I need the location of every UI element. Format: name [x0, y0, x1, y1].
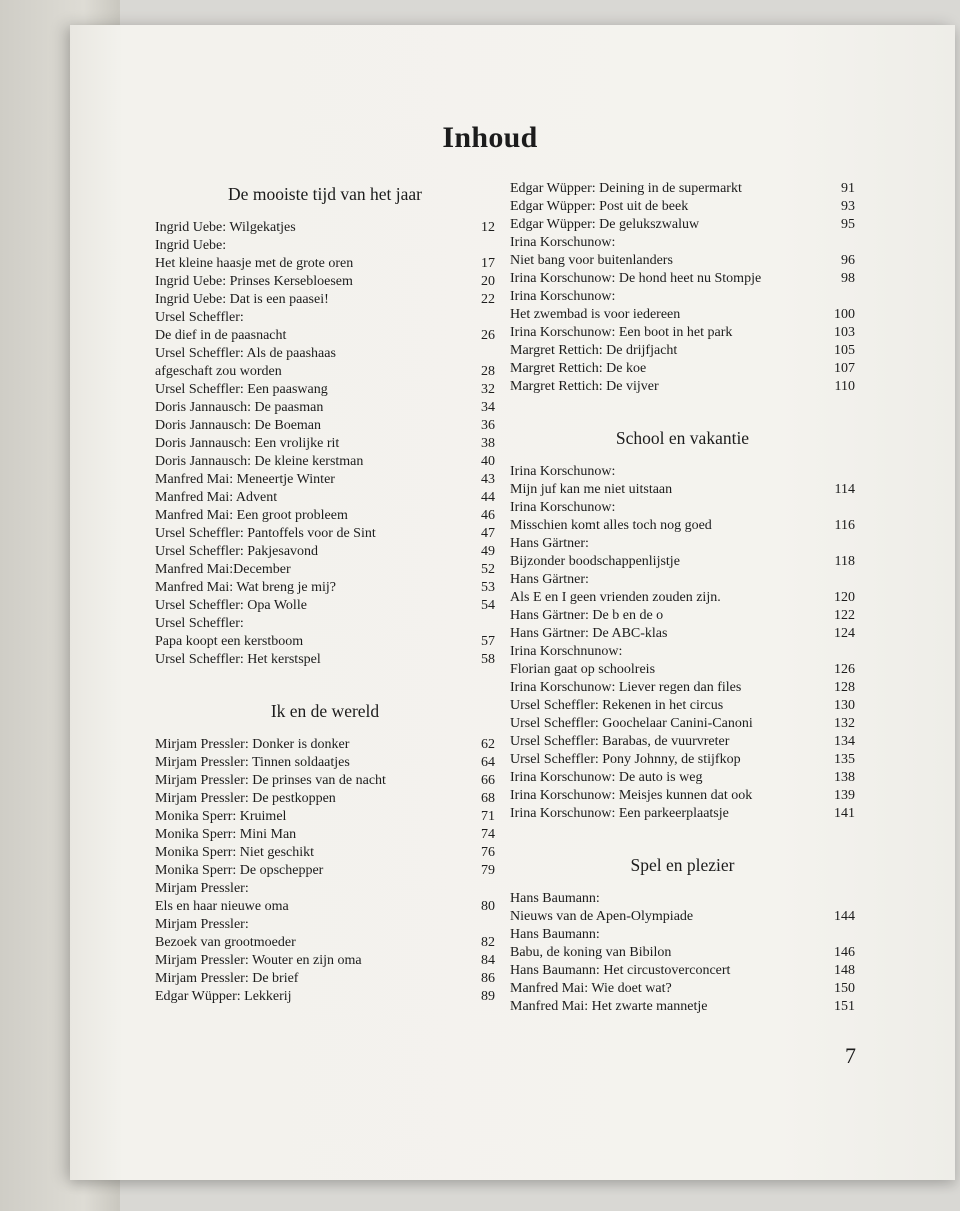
toc-entry-line: Monika Sperr: Mini Man [155, 827, 297, 842]
toc-entry [155, 489, 495, 507]
book-page [70, 25, 955, 1180]
toc-entry [155, 790, 495, 808]
toc-entry-line: Ursel Scheffler: Het kerstspel [155, 652, 321, 667]
toc-entry-title [510, 805, 825, 823]
toc-entry-title [510, 535, 825, 571]
toc-entry-title [510, 751, 825, 769]
toc-entry-line: Doris Jannausch: Een vrolijke rit [155, 436, 340, 451]
toc-entry-title [155, 525, 465, 543]
toc-entry-line: Papa koopt een kerstboom [155, 634, 304, 649]
toc-entry-line: Mirjam Pressler: De brief [155, 971, 299, 986]
toc-entry-page: 144 [834, 909, 855, 924]
toc-entry [510, 360, 855, 378]
toc-entry-title [510, 697, 825, 715]
toc-entry-title [155, 844, 465, 862]
section-spacer [510, 823, 855, 851]
toc-entry [510, 751, 855, 769]
toc-entry-title [155, 399, 465, 417]
toc-entry-line: Mijn juf kan me niet uitstaan [510, 482, 673, 497]
toc-entry-page: 93 [841, 199, 855, 214]
toc-entry-title [510, 324, 825, 342]
toc-entry-page: 100 [834, 307, 855, 322]
toc-entry [510, 378, 855, 396]
toc-entry [155, 736, 495, 754]
toc-entry-page: 28 [481, 364, 495, 379]
toc-entry [155, 916, 495, 952]
toc-entry-line: Bijzonder boodschappenlijstje [510, 554, 680, 569]
toc-entry-line: Irina Korschunow: Liever regen dan files [510, 680, 742, 695]
toc-entry-page: 49 [481, 544, 495, 559]
toc-entry-line: Mirjam Pressler: Tinnen soldaatjes [155, 755, 350, 770]
toc-entry [155, 651, 495, 669]
toc-entry-page: 17 [481, 256, 495, 271]
toc-entry-page: 71 [481, 809, 495, 824]
toc-entry-line: Babu, de koning van Bibilon [510, 945, 672, 960]
toc-entry-title [155, 291, 465, 309]
toc-entry-line: Hans Gärtner: De ABC-klas [510, 626, 668, 641]
toc-entry-page: 138 [834, 770, 855, 785]
page-number: 7 [845, 1043, 856, 1068]
toc-entry-line: Hans Baumann: Het circustoverconcert [510, 963, 731, 978]
toc-entry [510, 288, 855, 324]
toc-entry-page: 20 [481, 274, 495, 289]
toc-entry-page: 118 [834, 554, 855, 569]
toc-entry-line: Irina Korschunow: [510, 235, 616, 250]
toc-entry-line: Irina Korschunow: Meisjes kunnen dat ook [510, 788, 753, 803]
toc-entry-line: Monika Sperr: Kruimel [155, 809, 287, 824]
toc-entry-title [510, 288, 825, 324]
toc-entry-title [155, 219, 465, 237]
toc-entry-page: 34 [481, 400, 495, 415]
toc-entry-page: 134 [834, 734, 855, 749]
toc-entry [155, 543, 495, 561]
toc-entry [155, 615, 495, 651]
toc-entry-line: Edgar Wüpper: Lekkerij [155, 989, 292, 1004]
toc-entry-line: Hans Baumann: [510, 891, 600, 906]
toc-entry-line: Ursel Scheffler: Een paaswang [155, 382, 328, 397]
toc-entry-title [510, 769, 825, 787]
toc-entry-page: 74 [481, 827, 495, 842]
toc-entry-line: Ursel Scheffler: Pakjesavond [155, 544, 319, 559]
toc-entry [510, 733, 855, 751]
toc-entry-page: 47 [481, 526, 495, 541]
toc-entry-line: Ursel Scheffler: Rekenen in het circus [510, 698, 724, 713]
toc-entry [510, 890, 855, 926]
toc-entry-line: Mirjam Pressler: [155, 881, 249, 896]
toc-entry [155, 772, 495, 790]
toc-entry [155, 471, 495, 489]
toc-entry [155, 435, 495, 453]
toc-entry [155, 826, 495, 844]
toc-entry-title [510, 787, 825, 805]
toc-entry [155, 417, 495, 435]
toc-entry-title [510, 998, 825, 1016]
toc-entry-title [155, 970, 465, 988]
toc-entry-page: 76 [481, 845, 495, 860]
toc-entry-line: Monika Sperr: De opschepper [155, 863, 324, 878]
toc-entry-title [510, 625, 825, 643]
toc-entry-page: 79 [481, 863, 495, 878]
toc-entry [155, 754, 495, 772]
toc-entry-page: 124 [834, 626, 855, 641]
toc-entry [510, 715, 855, 733]
toc-entry-page: 105 [834, 343, 855, 358]
toc-entry-page: 139 [834, 788, 855, 803]
toc-entry-line: Edgar Wüpper: Post uit de beek [510, 199, 689, 214]
toc-entry-line: Als E en I geen vrienden zouden zijn. [510, 590, 721, 605]
toc-entry-title [155, 543, 465, 561]
toc-entry-page: 130 [834, 698, 855, 713]
toc-entry-title [510, 234, 825, 270]
toc-entry-page: 26 [481, 328, 495, 343]
toc-entry [155, 345, 495, 381]
section-heading: School en vakantie [615, 428, 750, 448]
toc-entry-title [155, 381, 465, 399]
toc-entry-title [510, 378, 825, 396]
toc-entry-line: Ingrid Uebe: [155, 238, 227, 253]
toc-entry [510, 463, 855, 499]
toc-entry-title [155, 597, 465, 615]
toc-entry-page: 114 [834, 482, 855, 497]
toc-entry-title [155, 507, 465, 525]
toc-entry [510, 571, 855, 607]
toc-entry-line: Florian gaat op schoolreis [510, 662, 656, 677]
toc-entry-line: Ursel Scheffler: Goochelaar Canini-Canoni [510, 716, 753, 731]
toc-entry-page: 98 [841, 271, 855, 286]
toc-entry-title [510, 715, 825, 733]
toc-entry-page: 40 [481, 454, 495, 469]
toc-entry-title [155, 916, 465, 952]
toc-entry-line: Els en haar nieuwe oma [155, 899, 289, 914]
toc-entry-page: 150 [834, 981, 855, 996]
toc-entry-title [510, 198, 825, 216]
toc-entry-line: Manfred Mai: Wie doet wat? [510, 981, 672, 996]
toc-entry-line: Margret Rettich: De drijfjacht [510, 343, 678, 358]
toc-entry-line: Mirjam Pressler: De prinses van de nacht [155, 773, 386, 788]
toc-entry-title [155, 309, 465, 345]
toc-entry-page: 132 [834, 716, 855, 731]
toc-entry-page: 120 [834, 590, 855, 605]
toc-entry-page: 86 [481, 971, 495, 986]
toc-entry-line: Mirjam Pressler: [155, 917, 249, 932]
toc-entry-title [155, 561, 465, 579]
toc-entry-title [510, 679, 825, 697]
toc-entry [155, 844, 495, 862]
section-spacer [510, 396, 855, 424]
toc-entry [155, 273, 495, 291]
toc-entry-title [155, 273, 465, 291]
toc-entry-page: 64 [481, 755, 495, 770]
toc-entry [155, 597, 495, 615]
toc-entry-page: 91 [841, 181, 855, 196]
toc-entry-line: Margret Rettich: De koe [510, 361, 647, 376]
toc-entry [510, 270, 855, 288]
toc-entry-line: Manfred Mai:December [155, 562, 291, 577]
toc-entry-title [155, 345, 465, 381]
toc-entry-page: 82 [481, 935, 495, 950]
toc-entry-title [510, 342, 825, 360]
toc-entry-page: 146 [834, 945, 855, 960]
toc-entry [155, 970, 495, 988]
toc-entry-page: 58 [481, 652, 495, 667]
toc-entry [510, 180, 855, 198]
toc-entry [155, 399, 495, 417]
toc-entry-line: Irina Korschnunow: [510, 644, 623, 659]
toc-entry-line: Mirjam Pressler: Wouter en zijn oma [155, 953, 362, 968]
toc-entry [155, 237, 495, 273]
page-title: Inhoud [442, 121, 538, 154]
toc-entry-line: Bezoek van grootmoeder [155, 935, 296, 950]
toc-entry-page: 57 [481, 634, 495, 649]
toc-entry-page: 84 [481, 953, 495, 968]
toc-entry-line: Hans Gärtner: De b en de o [510, 608, 664, 623]
toc-entry-line: Ursel Scheffler: [155, 616, 244, 631]
toc-entry-page: 103 [834, 325, 855, 340]
toc-entry-page: 96 [841, 253, 855, 268]
toc-entry-line: Ursel Scheffler: Pony Johnny, de stijfkop [510, 752, 741, 767]
toc-entry-title [155, 471, 465, 489]
toc-entry-page: 54 [481, 598, 495, 613]
toc-entry-page: 38 [481, 436, 495, 451]
toc-entry-title [510, 463, 825, 499]
toc-entry-line: Ursel Scheffler: Pantoffels voor de Sint [155, 526, 376, 541]
toc-entry-title [155, 736, 465, 754]
toc-entry [155, 291, 495, 309]
toc-entry [155, 880, 495, 916]
toc-entry-line: Edgar Wüpper: Deining in de supermarkt [510, 181, 742, 196]
toc-entry [155, 219, 495, 237]
toc-entry-title [155, 579, 465, 597]
toc-entry-line: Irina Korschunow: [510, 464, 616, 479]
toc-entry-title [155, 435, 465, 453]
toc-entry-line: Monika Sperr: Niet geschikt [155, 845, 315, 860]
toc-entry [155, 507, 495, 525]
toc-entry-line: afgeschaft zou worden [155, 364, 282, 379]
toc-entry-line: Ursel Scheffler: [155, 310, 244, 325]
toc-entry-line: Mirjam Pressler: Donker is donker [155, 737, 350, 752]
toc-entry-line: Ingrid Uebe: Dat is een paasei! [155, 292, 329, 307]
toc-left-column [155, 180, 495, 1006]
toc-entry-page: 107 [834, 361, 855, 376]
toc-entry-page: 80 [481, 899, 495, 914]
toc-entry-title [510, 733, 825, 751]
toc-entry-line: Manfred Mai: Wat breng je mij? [155, 580, 336, 595]
toc-entry-line: Manfred Mai: Meneertje Winter [155, 472, 335, 487]
toc-entry-line: Het zwembad is voor iedereen [510, 307, 681, 322]
toc-entry [155, 988, 495, 1006]
toc-entry-title [510, 890, 825, 926]
toc-entry-page: 116 [834, 518, 855, 533]
toc-entry-page: 95 [841, 217, 855, 232]
section-spacer [155, 669, 495, 697]
toc-entry-title [510, 216, 825, 234]
toc-entry [155, 381, 495, 399]
toc-entry-title [155, 790, 465, 808]
toc-entry-page: 36 [481, 418, 495, 433]
toc-entry-line: Ursel Scheffler: Barabas, de vuurvreter [510, 734, 730, 749]
toc-entry [510, 342, 855, 360]
toc-entry-title [155, 862, 465, 880]
toc-entry-title [155, 417, 465, 435]
toc-entry-line: Manfred Mai: Advent [155, 490, 278, 505]
toc-entry-page: 68 [481, 791, 495, 806]
toc-entry-line: Ursel Scheffler: Opa Wolle [155, 598, 307, 613]
toc-entry [155, 561, 495, 579]
toc-entry [510, 499, 855, 535]
toc-entry-title [510, 926, 825, 962]
toc-entry-page: 46 [481, 508, 495, 523]
toc-entry [510, 769, 855, 787]
toc-entry-title [155, 808, 465, 826]
toc-entry [510, 234, 855, 270]
toc-entry-page: 110 [834, 379, 855, 394]
toc-entry-title [510, 962, 825, 980]
toc-entry-line: Doris Jannausch: De Boeman [155, 418, 322, 433]
toc-entry [510, 324, 855, 342]
toc-entry-title [510, 270, 825, 288]
toc-entry-page: 66 [481, 773, 495, 788]
toc-entry-line: Doris Jannausch: De paasman [155, 400, 324, 415]
toc-entry [510, 198, 855, 216]
toc-entry-page: 53 [481, 580, 495, 595]
toc-entry-page: 32 [481, 382, 495, 397]
toc-entry-page: 62 [481, 737, 495, 752]
toc-entry-title [155, 237, 465, 273]
toc-entry-line: Het kleine haasje met de grote oren [155, 256, 354, 271]
section-heading: De mooiste tijd van het jaar [228, 184, 422, 204]
toc-entry-line: Niet bang voor buitenlanders [510, 253, 673, 268]
toc-entry-page: 44 [481, 490, 495, 505]
toc-entry-title [510, 360, 825, 378]
toc-entry-title [155, 754, 465, 772]
toc-entry [155, 952, 495, 970]
toc-entry-page: 122 [834, 608, 855, 623]
toc-entry [510, 980, 855, 998]
toc-right-column [510, 180, 855, 1016]
toc-entry-page: 12 [481, 220, 495, 235]
toc-entry [510, 216, 855, 234]
toc-entry-title [510, 180, 825, 198]
toc-entry-title [155, 880, 465, 916]
toc-entry-page: 52 [481, 562, 495, 577]
toc-entry-page: 89 [481, 989, 495, 1004]
toc-entry-page: 126 [834, 662, 855, 677]
toc-entry-line: Irina Korschunow: De hond heet nu Stompje [510, 271, 762, 286]
toc-entry-title [155, 988, 465, 1006]
toc-entry-line: Doris Jannausch: De kleine kerstman [155, 454, 364, 469]
toc-entry-title [510, 607, 825, 625]
toc-entry [510, 962, 855, 980]
toc-entry-title [510, 643, 825, 679]
toc-entry-line: Margret Rettich: De vijver [510, 379, 659, 394]
toc-entry-page: 148 [834, 963, 855, 978]
toc-entry [510, 625, 855, 643]
toc-entry-line: Manfred Mai: Het zwarte mannetje [510, 999, 708, 1014]
toc-entry-title [155, 952, 465, 970]
toc-entry [155, 453, 495, 471]
toc-entry-title [155, 651, 465, 669]
toc-entry-page: 135 [834, 752, 855, 767]
toc-entry-line: Nieuws van de Apen-Olympiade [510, 909, 694, 924]
toc-entry [510, 998, 855, 1016]
toc-entry [510, 697, 855, 715]
toc-entry-line: Irina Korschunow: Een boot in het park [510, 325, 733, 340]
toc-entry-title [155, 615, 465, 651]
toc-entry-line: Hans Gärtner: [510, 536, 589, 551]
toc-entry [510, 926, 855, 962]
toc-entry-line: Irina Korschunow: [510, 500, 616, 515]
toc-entry-line: Hans Gärtner: [510, 572, 589, 587]
toc-entry-title [155, 772, 465, 790]
toc-entry [510, 607, 855, 625]
toc-entry [510, 805, 855, 823]
toc-entry [155, 808, 495, 826]
toc-entry-line: Manfred Mai: Een groot probleem [155, 508, 348, 523]
toc-entry [510, 643, 855, 679]
toc-entry-page: 22 [481, 292, 495, 307]
toc-entry-title [510, 980, 825, 998]
toc-entry-title [155, 453, 465, 471]
toc-entry [155, 579, 495, 597]
toc-entry-line: Irina Korschunow: Een parkeerplaatsje [510, 806, 729, 821]
toc-entry [155, 309, 495, 345]
toc-entry [510, 535, 855, 571]
toc-entry-line: Ingrid Uebe: Prinses Kersebloesem [155, 274, 353, 289]
toc-entry-line: Edgar Wüpper: De gelukszwaluw [510, 217, 700, 232]
toc-entry-title [155, 826, 465, 844]
section-heading: Ik en de wereld [270, 701, 380, 721]
toc-entry [510, 787, 855, 805]
toc-entry-line: De dief in de paasnacht [155, 328, 287, 343]
toc-entry [155, 862, 495, 880]
section-heading: Spel en plezier [630, 855, 735, 875]
toc-entry-page: 43 [481, 472, 495, 487]
toc-entry-line: Irina Korschunow: De auto is weg [510, 770, 703, 785]
toc-entry-line: Hans Baumann: [510, 927, 600, 942]
toc-entry-line: Irina Korschunow: [510, 289, 616, 304]
toc-entry-line: Ingrid Uebe: Wilgekatjes [155, 220, 296, 235]
toc-entry-line: Ursel Scheffler: Als de paashaas [155, 346, 336, 361]
toc-entry-title [510, 571, 825, 607]
toc-entry [510, 679, 855, 697]
toc-entry-line: Misschien komt alles toch nog goed [510, 518, 712, 533]
toc-entry-title [510, 499, 825, 535]
toc-entry-page: 141 [834, 806, 855, 821]
toc-entry-line: Mirjam Pressler: De pestkoppen [155, 791, 336, 806]
toc-entry-page: 151 [834, 999, 855, 1014]
toc-entry-title [155, 489, 465, 507]
toc-entry [155, 525, 495, 543]
toc-entry-page: 128 [834, 680, 855, 695]
